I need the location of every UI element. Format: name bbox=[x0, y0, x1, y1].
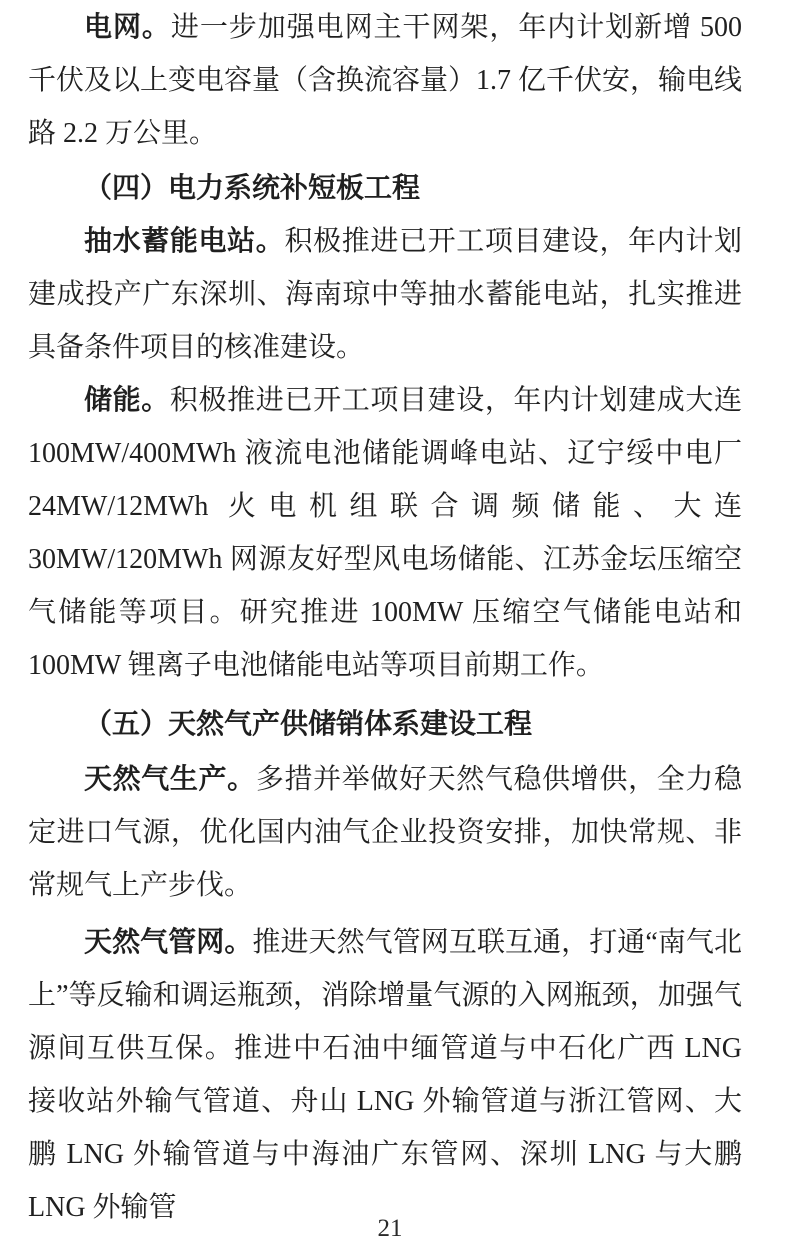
paragraph-body-gas-production: 多措并举做好天然气稳供增供，全力稳定进口气源，优化国内油气企业投资安排，加快常规、非常规气上产步伐。 bbox=[28, 764, 742, 901]
paragraph-lead-pumped-storage: 抽水蓄能电站。 bbox=[84, 226, 285, 257]
paragraph-energy-storage bbox=[28, 374, 742, 692]
paragraph-gas-production bbox=[28, 753, 742, 912]
section-heading-5: （五）天然气产供储销体系建设工程 bbox=[84, 709, 533, 740]
paragraph-body-gas-pipeline: 推进天然气管网互联互通，打通“南气北上”等反输和调运瓶颈，消除增量气源的入网瓶颈，加强气源间互供互保。推进中石油中缅管道与中石化广西 LNG 接收站外输气管道、舟山 LNG 外输管道与浙江管网、大鹏 LNG 外输管道与中海油广东管网、深圳 LNG 与大鹏 LNG 外输管 bbox=[28, 927, 742, 1223]
paragraph-gas-pipeline bbox=[28, 916, 742, 1234]
paragraph-body-pumped-storage: 积极推进已开工项目建设，年内计划建成投产广东深圳、海南琼中等抽水蓄能电站，扎实推进具备条件项目的核准建设。 bbox=[28, 226, 742, 363]
page-number: 21 bbox=[377, 1215, 403, 1242]
paragraph-body-energy-storage: 积极推进已开工项目建设，年内计划建成大连 100MW/400MWh 液流电池储能调峰电站、辽宁绥中电厂 24MW/12MWh 火电机组联合调频储能、大连 30MW/120MWh 网源友好型风电场储能、江苏金坛压缩空气储能等项目。研究推进 100MW 压缩空气储能电站和 100MW 锂离子电池储能电站等项目前期工作。 bbox=[28, 385, 742, 681]
paragraph-lead-energy-storage: 储能。 bbox=[84, 385, 170, 416]
paragraph-lead-gas-pipeline: 天然气管网。 bbox=[84, 927, 253, 958]
paragraph-grid bbox=[28, 1, 742, 160]
paragraph-pumped-storage bbox=[28, 215, 742, 374]
paragraph-lead-grid: 电网。 bbox=[84, 12, 171, 43]
paragraph-body-grid: 进一步加强电网主干网架，年内计划新增 500 千伏及以上变电容量（含换流容量）1.7 亿千伏安，输电线路 2.2 万公里。 bbox=[28, 12, 743, 149]
section-heading-4: （四）电力系统补短板工程 bbox=[84, 173, 421, 204]
paragraph-lead-gas-production: 天然气生产。 bbox=[84, 764, 256, 795]
